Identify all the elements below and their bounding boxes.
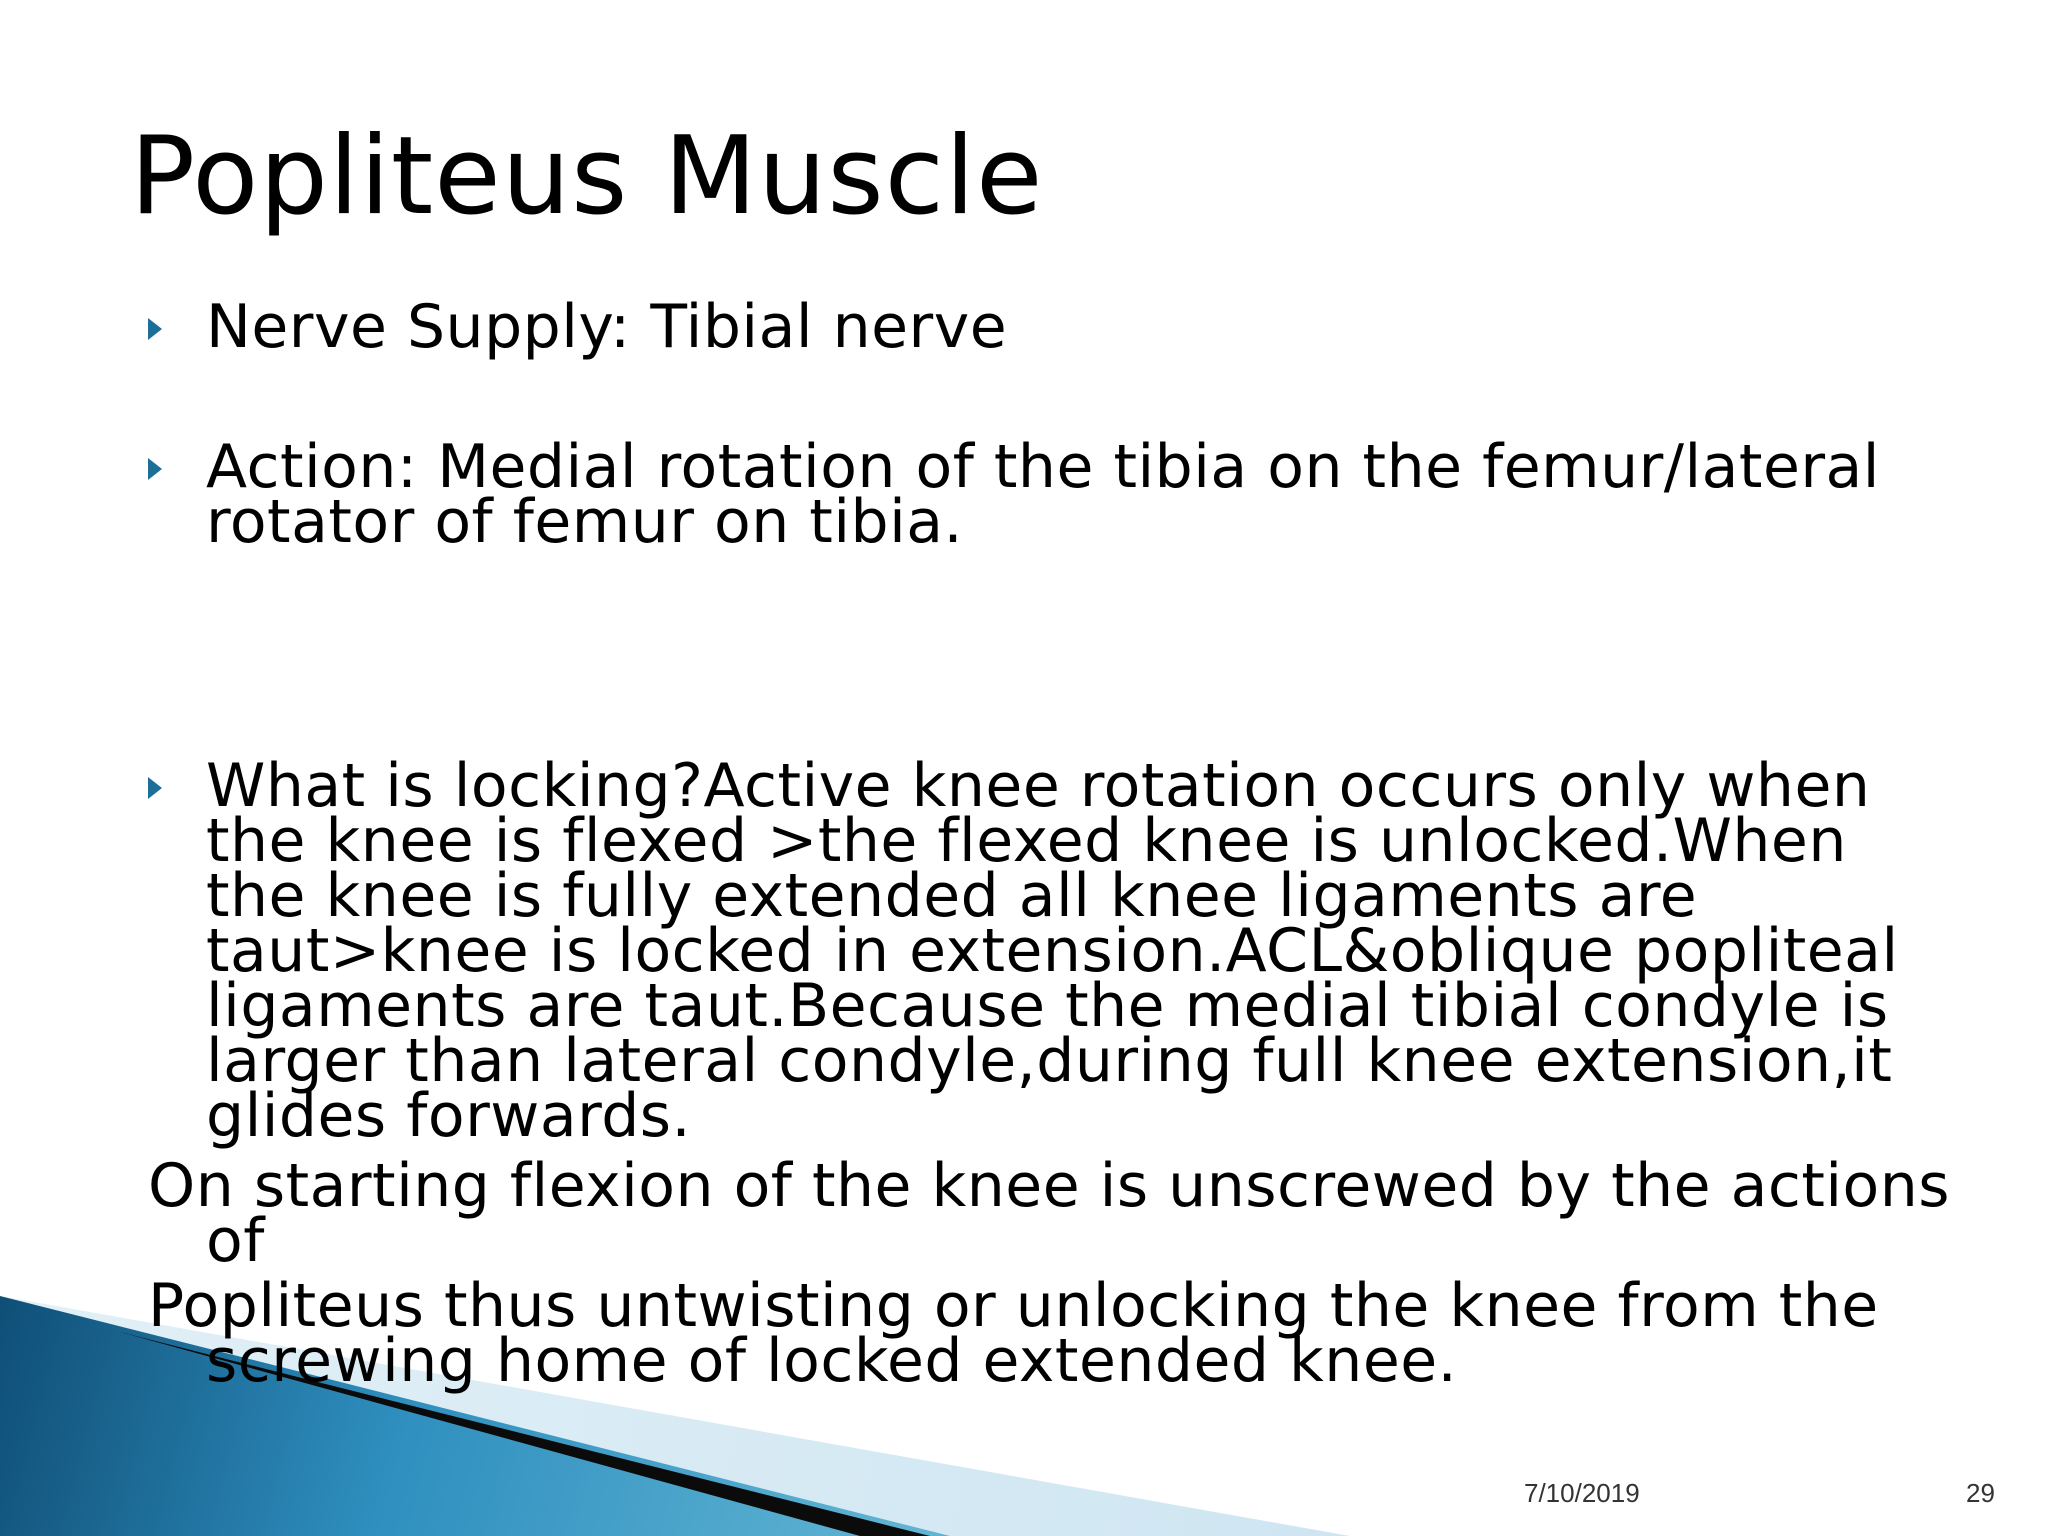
triangle-right-icon	[148, 318, 162, 340]
slide-title: Popliteus Muscle	[130, 114, 1044, 239]
bullet-text: What is locking?Active knee rotation occurs only when the knee is flexed >the flexed knee is unlocked.When the knee is fully extended all knee ligaments are taut>knee is locked in extension.ACL&oblique popliteal ligaments are taut.Because the medial tibial condyle is larger than lateral condyle,during full knee extension,it glides forwards.	[206, 751, 1899, 1151]
footer-date: 7/10/2019	[1524, 1478, 1640, 1508]
bullet-text: Action: Medial rotation of the tibia on the femur/lateral rotator of femur on tibia.	[206, 432, 1880, 557]
paragraph-unscrewing: On starting flexion of the knee is unscrewed by the actions of	[148, 1151, 1951, 1276]
triangle-right-icon	[148, 777, 162, 799]
bullet-locking	[206, 751, 1966, 1151]
bullet-text: Nerve Supply: Tibial nerve	[206, 292, 1008, 362]
bullet-action	[206, 432, 1966, 557]
paragraph-popliteus-unlocking: Popliteus thus untwisting or unlocking the knee from the screwing home of locked extended knee.	[148, 1271, 1879, 1396]
triangle-right-icon	[148, 458, 162, 480]
footer-page-number: 29	[1966, 1478, 1995, 1508]
bullet-nerve-supply	[206, 292, 1966, 362]
